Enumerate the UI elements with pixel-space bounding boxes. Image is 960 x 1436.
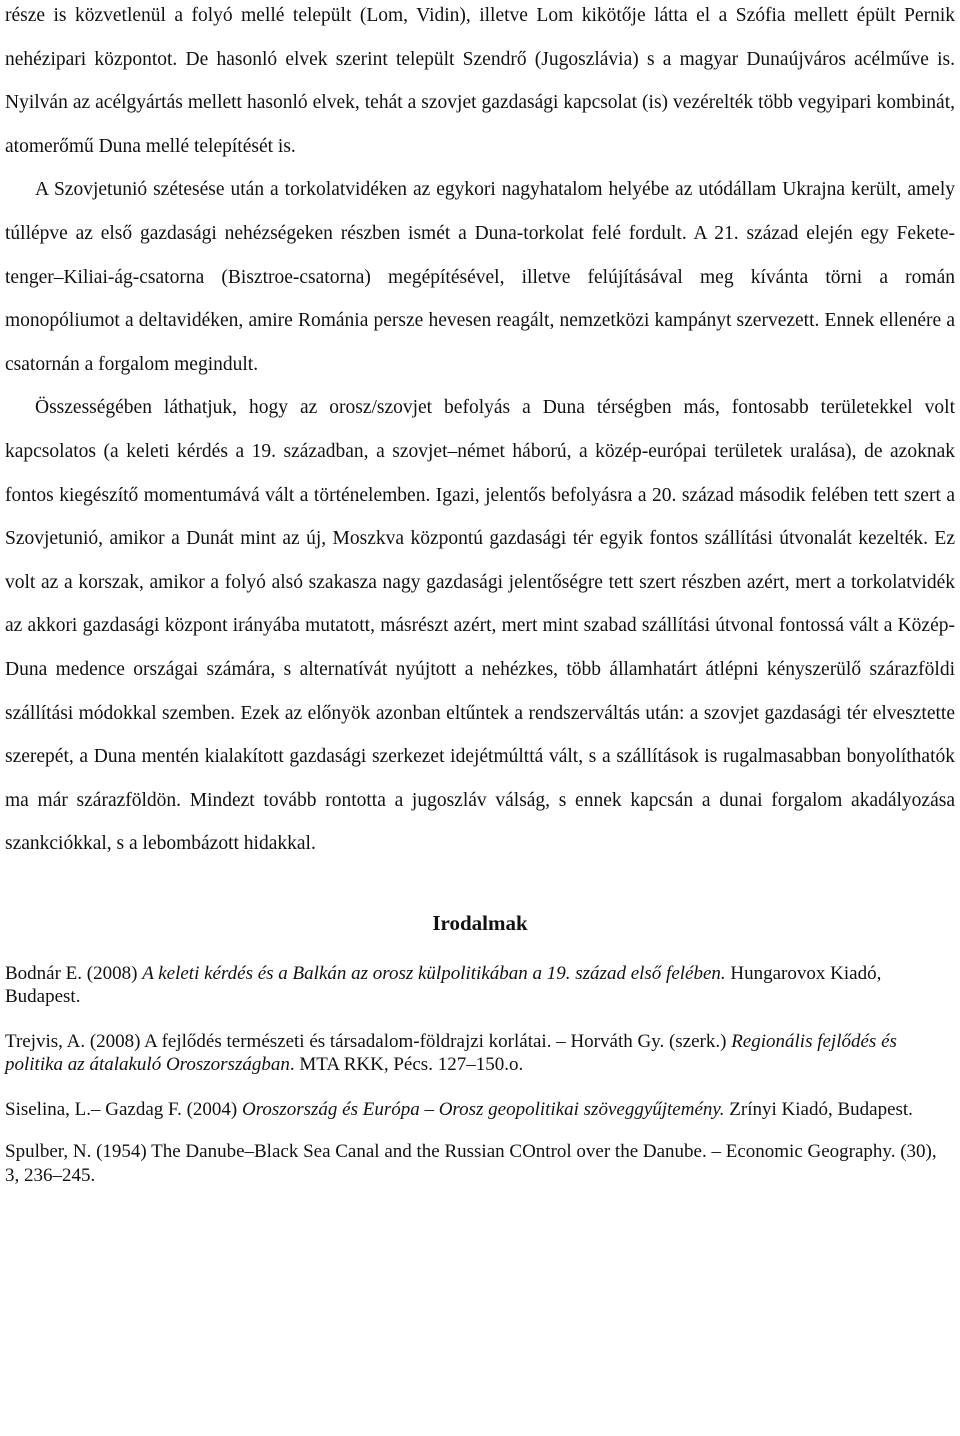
- body-paragraph-3: Összességében láthatjuk, hogy az orosz/szovjet befolyás a Duna térségben más, fontosabb területekkel volt kapcsolatos (a keleti kérdés a 19. században, a szovjet–német háború, a közép-európai területek uralása), de azoknak fontos kiegészítő momentumává vált a történelemben. Igazi, jelentős befolyásra a 20. század második felében tett szert a Szovjetunió, amikor a Dunát mint az új, Moszkva központú gazdasági tér egyik fontos szállítási útvonalát kezelték. Ez volt az a korszak, amikor a folyó alsó szakasza nagy gazdasági jelentőségre tett szert részben azért, mert a torkolatvidék az akkori gazdasági központ irányába mutatott, másrészt azért, mert mint szabad szállítási útvonal fontossá vált a Közép-Duna medence országai számára, s alternatívát nyújtott a nehézkes, több államhatárt átlépni kényszerülő szárazföldi szállítási módokkal szemben. Ezek az előnyök azonban eltűntek a rendszerváltás után: a szovjet gazdasági tér elvesztette szerepét, a Duna mentén kialakított gazdasági szerkezet idejétmúlttá vált, s a szállítások is rugalmasabban bonyolíthatók ma már szárazföldön. Mindezt tovább rontotta a jugoszláv válság, s ennek kapcsán a dunai forgalom akadályozása szankciókkal, s a lebombázott hidakkal.: [5, 397, 955, 855]
- body-paragraph-1: része is közvetlenül a folyó mellé települt (Lom, Vidin), illetve Lom kikötője látta el a Szófia mellett épült Pernik nehézipari központot. De hasonló elvek szerint települt Szendrő (Jugoszlávia) s a magyar Dunaújváros acélműve is. Nyilván az acélgyártás mellett hasonló elvek, tehát a szovjet gazdasági kapcsolat (is) vezérelték több vegyipari kombinát, atomerőmű Duna mellé telepítését is.: [5, 5, 955, 157]
- reference-item-1: [5, 962, 955, 1009]
- reference-1-title: A keleti kérdés és a Balkán az orosz külpolitikában a 19. század első felében.: [142, 962, 726, 984]
- reference-4-text: Spulber, N. (1954) The Danube–Black Sea Canal and the Russian COntrol over the Danube. – Economic Geography. (30), 3, 236–245.: [5, 1141, 937, 1186]
- body-paragraph-2: A Szovjetunió szétesése után a torkolatvidéken az egykori nagyhatalom helyébe az utódállam Ukrajna került, amely túllépve az első gazdasági nehézségeken részben ismét a Duna-torkolat felé fordult. A 21. század elején egy Fekete-tenger–Kiliai-ág-csatorna (Bisztroe-csatorna) megépítésével, illetve felújításával meg kívánta törni a román monopóliumot a deltavidéken, amire Románia persze hevesen reagált, nemzetközi kampányt szervezett. Ennek ellenére a csatornán a forgalom megindult.: [5, 179, 955, 375]
- reference-1-authors: Bodnár E. (2008): [5, 962, 143, 984]
- document-page: [5, 0, 955, 1187]
- reference-3-authors: Siselina, L.– Gazdag F. (2004): [5, 1098, 242, 1120]
- reference-2-authors: Trejvis, A. (2008) A fejlődés természeti és társadalom-földrajzi korlátai. – Horváth Gy. (szerk.): [5, 1030, 732, 1052]
- reference-item-4: [5, 1140, 955, 1187]
- reference-3-title: Oroszország és Európa – Orosz geopolitikai szöveggyűjtemény.: [242, 1098, 725, 1120]
- reference-item-3: [5, 1098, 955, 1122]
- references-heading: Irodalmak: [432, 910, 528, 935]
- reference-2-title: Regionális fejlődés és politika az átalakuló Oroszországban: [5, 1030, 897, 1076]
- reference-3-publisher: Zrínyi Kiadó, Budapest.: [724, 1098, 913, 1120]
- reference-item-2: [5, 1030, 955, 1077]
- reference-1-publisher: Hungarovox Kiadó, Budapest.: [5, 962, 882, 1008]
- reference-2-publisher: . MTA RKK, Pécs. 127–150.o.: [289, 1054, 524, 1076]
